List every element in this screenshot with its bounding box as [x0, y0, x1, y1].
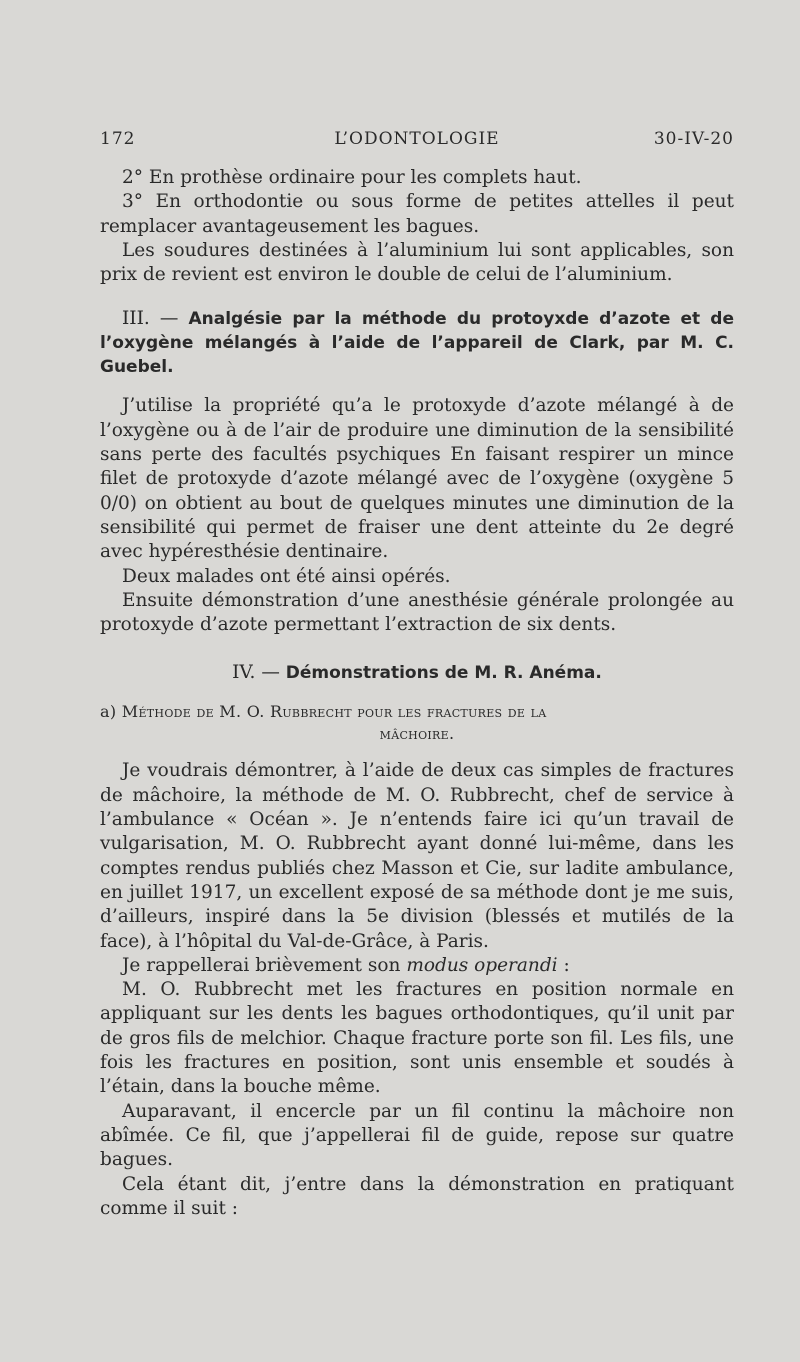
section-number: III. —	[122, 308, 179, 330]
section-heading-4	[100, 660, 734, 686]
paragraph: 2° En prothèse ordinaire pour les complets haut.	[122, 167, 582, 188]
running-header	[100, 129, 734, 155]
paragraph: 3° En orthodontie ou sous forme de petites attelles il peut remplacer avantageusement les bagues.	[100, 191, 734, 237]
paragraph: Deux malades ont été ainsi opérés.	[122, 565, 451, 587]
subsection-title: Méthode de M. O. Rubbrecht pour les fractures de la	[121, 702, 547, 722]
journal-title: L’ODONTOLOGIE	[334, 129, 500, 149]
issue-date: 30-IV-20	[653, 129, 734, 149]
paragraph: Ensuite démonstration d’une anesthésie générale prolongée au protoxyde d’azote permettant l’extraction de six dents.	[100, 589, 734, 636]
page-body	[100, 166, 734, 1221]
section-title: Analgésie par la méthode du protoyxde d’azote et de l’oxygène mélangés à l’aide de l’appareil de Clark, par M. C. Guebel.	[100, 309, 734, 378]
section-number: IV. —	[232, 662, 280, 684]
paragraph: Auparavant, il encercle par un fil continu la mâchoire non abîmée. Ce fil, que j’appellerai fil de guide, repose sur quatre bagues.	[100, 1100, 734, 1171]
paragraph: Je voudrais démontrer, à l’aide de deux cas simples de fractures de mâchoire, la méthode de M. O. Rubbrecht, chef de service à l’ambulance « Océan ». Je n’entends faire ici qu’un travail de vulgarisation, M. O. Rubbrecht ayant donné lui-même, dans les comptes rendus publiés chez Masson et Cie, sur ladite ambulance, en juillet 1917, un excellent exposé de sa méthode dont je me suis, d’ailleurs, inspiré dans la 5e division (blessés et mutilés de la face), à l’hôpital du Val-de-Grâce, à Paris.	[100, 760, 734, 952]
paragraph: J’utilise la propriété qu’a le protoxyde d’azote mélangé à de l’oxygène ou à de l’air de produire une diminution de la sensibilité sans perte des facultés psychiques En faisant respirer un mince filet de protoxyde d’azote mélangé avec de l’oxygène (oxygène 5 0/0) on obtient au bout de quelques minutes une diminution de la sensibilité qui permet de fraiser une dent atteinte du 2e degré avec hypéresthésie dentinaire.	[100, 395, 734, 563]
paragraph: M. O. Rubbrecht met les fractures en position normale en appliquant sur les dents les bagues orthodontiques, qu’il unit par de gros fils de melchior. Chaque fracture porte son fil. Les fils, une fois les fractures en position, sont unis ensemble et soudés à l’étain, dans la bouche même.	[100, 979, 734, 1098]
paragraph: Je rappellerai brièvement son modus operandi :	[122, 954, 570, 976]
paragraph: Cela étant dit, j’entre dans la démonstration en pratiquant comme il suit :	[100, 1173, 734, 1219]
paragraph: Les soudures destinées à l’aluminium lui sont applicables, son prix de revient est environ le double de celui de l’aluminium.	[100, 239, 734, 286]
section-title: Démonstrations de M. R. Anéma.	[285, 663, 602, 684]
subsection-label: a)	[100, 702, 117, 722]
subsection-heading	[100, 701, 734, 745]
section-heading-3	[100, 307, 734, 379]
page-number: 172	[100, 129, 136, 149]
subsection-title-continued: mâchoire.	[379, 724, 455, 744]
